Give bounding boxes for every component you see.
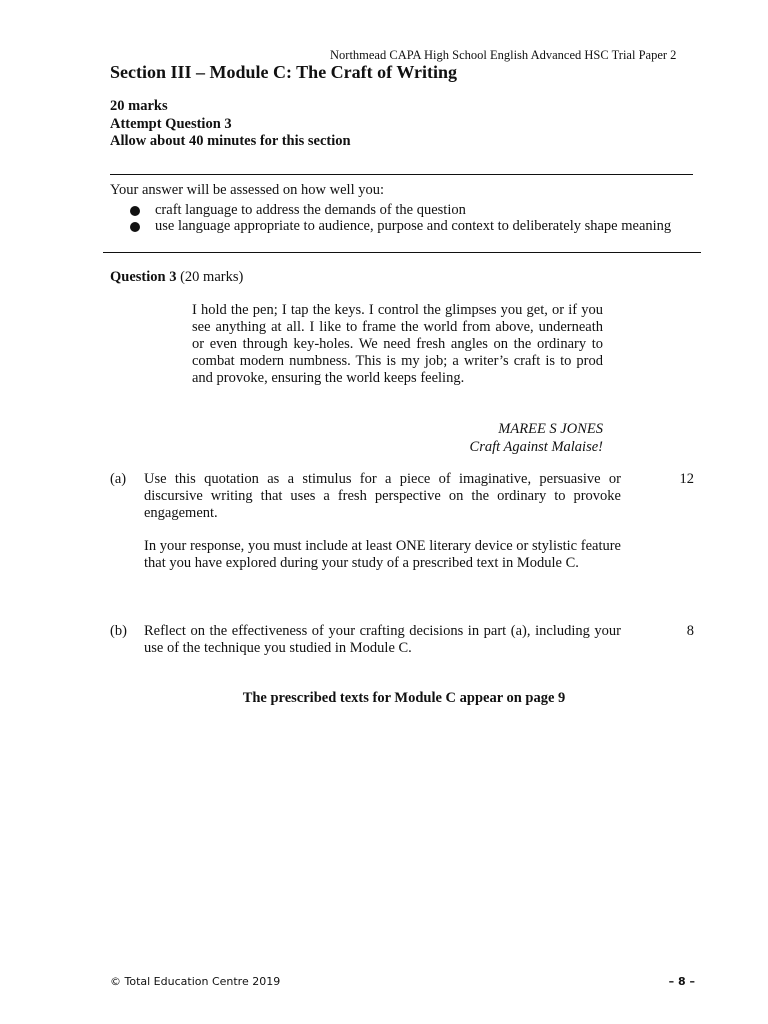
stimulus-quote: I hold the pen; I tap the keys. I control the glimpses you get, or if you see anything at all. I like to frame the world from above, underneath or even through key-holes. We need fresh angles on the ordinary to combat modern numbness. This is my job; a writer’s craft is to prod and provoke, ensuring the world keeps feeling. [192, 302, 603, 386]
part-b-instruction: Reflect on the effectiveness of your crafting decisions in part (a), including your use of the technique you studied in Module C. [144, 623, 621, 656]
quote-attribution [300, 421, 603, 456]
question-label: Question 3 [110, 269, 177, 285]
question-heading [110, 269, 243, 286]
time-instruction: Allow about 40 minutes for this section [110, 133, 351, 149]
page-number: – 8 – [668, 975, 695, 988]
attempt-instruction: Attempt Question 3 [110, 116, 232, 132]
part-a-label: (a) [110, 471, 127, 487]
running-header: Northmead CAPA High School English Advanced HSC Trial Paper 2 [330, 48, 677, 62]
part-b-label: (b) [110, 623, 127, 639]
divider-top [110, 174, 693, 175]
part-a-instruction: Use this quotation as a stimulus for a piece of imaginative, persuasive or discursive writing that uses a fresh perspective on the ordinary to provoke engagement. [144, 471, 621, 521]
part-a-marks: 12 [679, 471, 694, 487]
bullet-icon [130, 206, 140, 216]
section-marks: 20 marks [110, 98, 168, 114]
assessment-intro: Your answer will be assessed on how well you: [110, 182, 384, 198]
prescribed-texts-note: The prescribed texts for Module C appear on page 9 [242, 690, 566, 706]
criterion-text: use language appropriate to audience, purpose and context to deliberately shape meaning [155, 218, 672, 234]
quote-source: Craft Against Malaise! [469, 438, 603, 455]
part-a-requirement: In your response, you must include at least ONE literary device or stylistic feature that you have explored during your study of a prescribed text in Module C. [144, 538, 621, 571]
section-title: Section III – Module C: The Craft of Writing [110, 62, 458, 82]
bullet-icon [130, 222, 140, 232]
quote-author: MAREE S JONES [498, 421, 603, 437]
criterion-item [130, 202, 466, 219]
question-marks: (20 marks) [180, 269, 244, 285]
footer-copyright: © Total Education Centre 2019 [110, 975, 281, 988]
divider-bottom [103, 252, 701, 253]
criterion-item [130, 218, 671, 235]
part-b-marks: 8 [686, 623, 694, 639]
criterion-text: craft language to address the demands of the question [155, 202, 466, 218]
